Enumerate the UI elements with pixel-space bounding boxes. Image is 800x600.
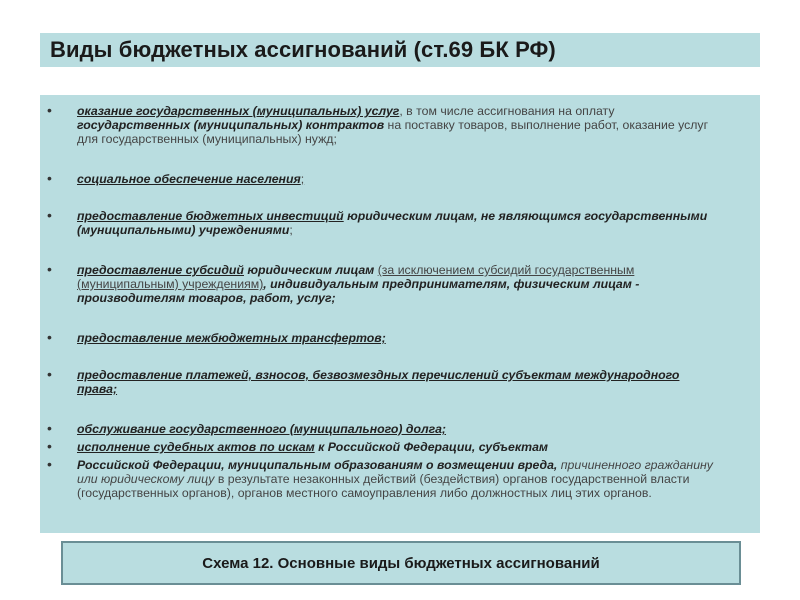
item-text: юридическим лицам [243,263,378,277]
item-text: обслуживание государственного (муниципального) долга; [77,422,447,436]
item-text: к Российской Федерации, субъектам [314,440,549,454]
bullet: • [47,170,52,186]
list-item [40,422,760,436]
item-text: в результате незаконных действий (бездействия) органов государственной власти (государственных органов), органов местного самоуправления либо должностных лиц этих органов. [77,472,690,500]
item-text: (за исключением субсидий государственным (муниципальным) учреждениям) [77,263,635,291]
list-item [40,440,760,454]
title-bar [40,33,760,67]
item-text: социальное обеспечение населения [77,172,301,186]
bullet: • [47,207,52,223]
item-text: Российской Федерации, муниципальным образованиям о возмещении вреда, [77,458,558,472]
content-panel [40,95,760,533]
item-text: предоставление межбюджетных трансфертов; [77,331,386,345]
caption: Схема 12. Основные виды бюджетных ассигнований [202,554,600,572]
item-text: исполнение судебных актов по искам [77,440,315,454]
bullet: • [47,456,52,472]
bullet: • [47,438,52,454]
item-text: , индивидуальным предпринимателям, физическим лицам - производителям товаров, работ, услуг; [77,277,640,305]
list-item [40,104,760,146]
caption-box [61,541,741,585]
page-title: Виды бюджетных ассигнований (ст.69 БК РФ) [50,37,556,62]
bullet: • [47,261,52,277]
item-text: , в том числе ассигнования на оплату [399,104,615,118]
item-text: ; [289,223,293,237]
item-text: юридическим лицам, не являющимся государственными (муниципальными) учреждениями [77,209,708,237]
item-text: государственных (муниципальных) контрактов [77,118,385,132]
bullet: • [47,420,52,436]
item-text: предоставление бюджетных инвестиций [77,209,344,223]
item-text: предоставление платежей, взносов, безвозмездных перечислений субъектам международного права; [77,368,680,396]
item-text: ; [300,172,305,186]
bullet: • [47,329,52,345]
list-item [40,209,760,237]
bullet: • [47,366,52,382]
list-item [40,331,760,345]
item-text: причиненного гражданину или юридическому лицу [77,458,713,486]
list-item [40,172,760,186]
item-text: на поставку товаров, выполнение работ, оказание услуг для государственных (муниципальных) нужд; [77,118,709,146]
item-text: предоставление субсидий [77,263,244,277]
bullet: • [47,102,52,118]
item-text: оказание государственных (муниципальных) услуг [77,104,400,118]
list-item [40,458,760,500]
list-item [40,368,760,396]
list-item [40,263,760,305]
